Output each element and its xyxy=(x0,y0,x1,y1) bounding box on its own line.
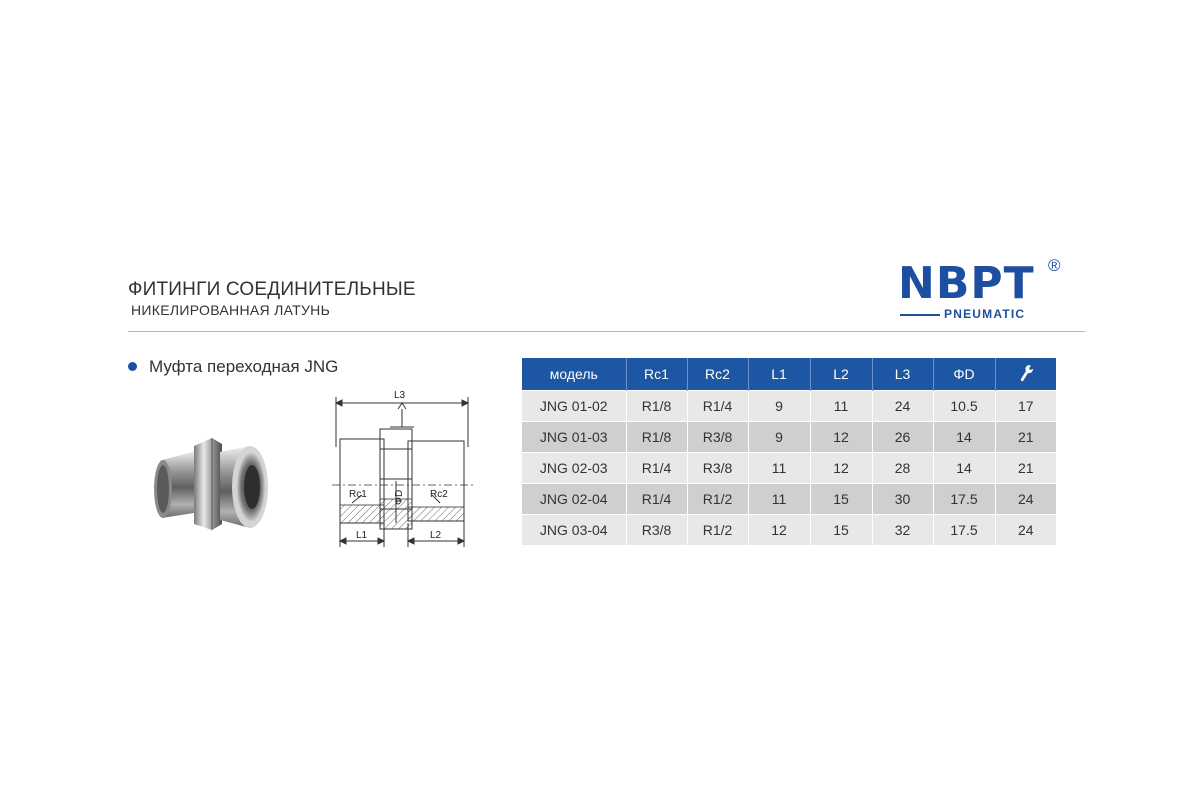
table-row xyxy=(522,422,1056,453)
technical-drawing xyxy=(328,387,478,552)
product-photo xyxy=(150,432,275,537)
logo-wordmark: NBPT xyxy=(898,258,1035,309)
column-header-rc1: Rc1 xyxy=(626,358,687,391)
table-row xyxy=(522,391,1056,422)
column-header-rc2: Rc2 xyxy=(687,358,748,391)
drawing-label-l1: L1 xyxy=(356,530,368,541)
column-header-l3: L3 xyxy=(872,358,933,391)
cell-l2: 12 xyxy=(810,422,872,453)
cell-l2: 15 xyxy=(810,484,872,515)
cell-wrench-size: 17 xyxy=(995,391,1056,422)
cell-l3: 24 xyxy=(872,391,933,422)
cell-model: JNG 02-04 xyxy=(522,484,626,515)
bullet-icon xyxy=(128,362,137,371)
table-row xyxy=(522,515,1056,546)
cell-rc2: R3/8 xyxy=(687,453,748,484)
cell-phi-d: 17.5 xyxy=(933,515,995,546)
column-header-l2: L2 xyxy=(810,358,872,391)
cell-model: JNG 01-02 xyxy=(522,391,626,422)
drawing-label-phi-d: ΦD xyxy=(394,489,405,505)
column-header-wrench xyxy=(995,358,1056,391)
product-name: Муфта переходная JNG xyxy=(149,357,339,376)
cell-l1: 9 xyxy=(748,391,810,422)
table-header-row xyxy=(522,358,1056,391)
cell-wrench-size: 24 xyxy=(995,515,1056,546)
table-row xyxy=(522,484,1056,515)
wrench-icon xyxy=(1018,364,1034,382)
header-divider xyxy=(128,331,1085,332)
cell-rc2: R1/2 xyxy=(687,515,748,546)
cell-wrench-size: 21 xyxy=(995,453,1056,484)
cell-rc1: R1/4 xyxy=(626,484,687,515)
column-header-phi-d: ΦD xyxy=(933,358,995,391)
cell-wrench-size: 24 xyxy=(995,484,1056,515)
cell-phi-d: 10.5 xyxy=(933,391,995,422)
cell-rc2: R3/8 xyxy=(687,422,748,453)
spec-table xyxy=(522,358,1056,545)
logo-underline xyxy=(900,314,940,316)
catalog-subtitle: НИКЕЛИРОВАННАЯ ЛАТУНЬ xyxy=(131,302,331,318)
column-header-l1: L1 xyxy=(748,358,810,391)
cell-l1: 11 xyxy=(748,453,810,484)
cell-rc2: R1/2 xyxy=(687,484,748,515)
cell-l2: 11 xyxy=(810,391,872,422)
cell-rc2: R1/4 xyxy=(687,391,748,422)
cell-rc1: R1/8 xyxy=(626,422,687,453)
cell-rc1: R3/8 xyxy=(626,515,687,546)
cell-l3: 32 xyxy=(872,515,933,546)
cell-l1: 9 xyxy=(748,422,810,453)
cell-l3: 30 xyxy=(872,484,933,515)
cell-model: JNG 03-04 xyxy=(522,515,626,546)
cell-l3: 26 xyxy=(872,422,933,453)
cell-phi-d: 14 xyxy=(933,422,995,453)
drawing-label-l3: L3 xyxy=(394,390,406,401)
registered-mark: ® xyxy=(1048,256,1061,275)
cell-rc1: R1/4 xyxy=(626,453,687,484)
drawing-label-rc1: Rc1 xyxy=(349,489,367,500)
cell-model: JNG 02-03 xyxy=(522,453,626,484)
logo-subtitle: PNEUMATIC xyxy=(944,307,1026,321)
cell-rc1: R1/8 xyxy=(626,391,687,422)
catalog-title: ФИТИНГИ СОЕДИНИТЕЛЬНЫЕ xyxy=(128,279,416,300)
cell-l1: 11 xyxy=(748,484,810,515)
drawing-label-rc2: Rc2 xyxy=(430,489,448,500)
drawing-label-l2: L2 xyxy=(430,530,442,541)
cell-l1: 12 xyxy=(748,515,810,546)
cell-phi-d: 14 xyxy=(933,453,995,484)
cell-l2: 12 xyxy=(810,453,872,484)
table-row xyxy=(522,453,1056,484)
cell-wrench-size: 21 xyxy=(995,422,1056,453)
cell-l3: 28 xyxy=(872,453,933,484)
nbpt-logo xyxy=(898,258,1073,328)
cell-l2: 15 xyxy=(810,515,872,546)
cell-phi-d: 17.5 xyxy=(933,484,995,515)
cell-model: JNG 01-03 xyxy=(522,422,626,453)
column-header-model: модель xyxy=(522,358,626,391)
